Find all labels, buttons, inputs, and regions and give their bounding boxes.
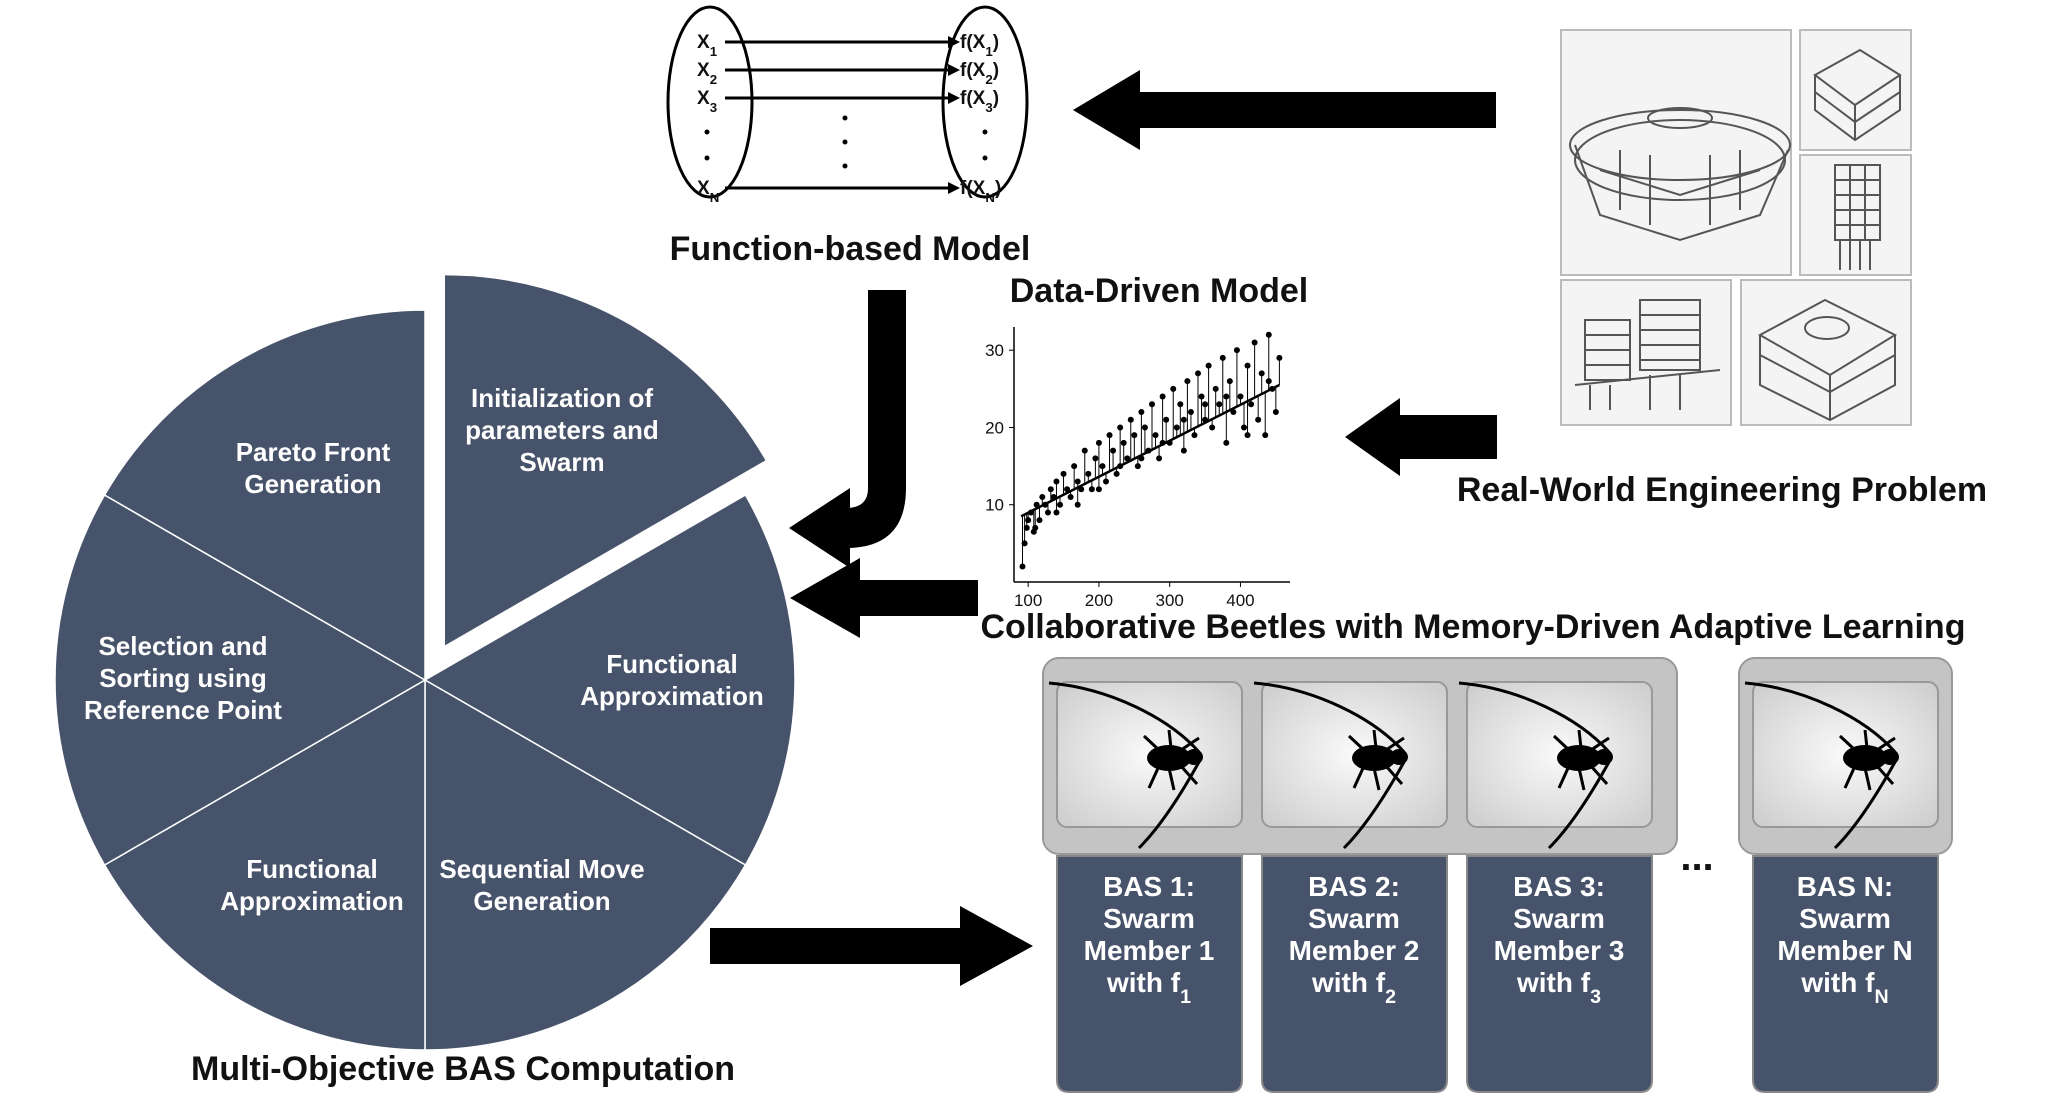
member-title: BAS 3:: [1513, 871, 1605, 902]
segment-label: Selection and: [98, 631, 268, 661]
data-point: [1167, 440, 1173, 446]
input-label: $X_1$: [697, 32, 718, 59]
data-point: [1075, 479, 1081, 485]
collaborative-beetles: [981, 608, 1966, 1092]
data-point: [1121, 440, 1127, 446]
segment-label: Generation: [244, 469, 382, 499]
data-point: [1237, 394, 1243, 400]
x-tick-label: 200: [1084, 591, 1114, 610]
segment-label: Functional: [606, 649, 738, 679]
output-label: $f(X_1)$: [960, 32, 1000, 59]
data-point: [1082, 448, 1088, 454]
bas-process-pie: [55, 275, 795, 1088]
data-point: [1153, 432, 1159, 438]
arrow-realworld-to-data: [1345, 398, 1497, 476]
mapping-arrowhead: [948, 64, 960, 76]
output-label: $f(X_3)$: [960, 88, 1000, 115]
data-point: [1085, 471, 1091, 477]
data-point: [1223, 440, 1229, 446]
data-point: [1202, 401, 1208, 407]
data-point: [1174, 424, 1180, 430]
data-point: [1099, 463, 1105, 469]
collaborative-caption: Collaborative Beetles with Memory-Driven Adaptive Learning: [980, 608, 1966, 646]
member-title: BAS 2:: [1308, 871, 1400, 902]
real-world-caption: Real-World Engineering Problem: [1456, 471, 1988, 509]
member-objective: with $f_1$: [1107, 967, 1191, 1008]
data-point: [1138, 455, 1144, 461]
data-point: [1245, 432, 1251, 438]
data-point: [1022, 540, 1028, 546]
data-point: [1124, 455, 1130, 461]
segment-label: Approximation: [580, 681, 764, 711]
y-tick-label: 10: [985, 495, 1004, 515]
data-point: [1209, 424, 1215, 430]
data-point: [1045, 509, 1051, 515]
data-point: [1036, 517, 1042, 523]
ellipsis-text: ...: [1680, 835, 1714, 879]
data-point: [1071, 463, 1077, 469]
x-tick-label: 300: [1155, 591, 1184, 610]
data-point: [1039, 494, 1045, 500]
segment-label: Swarm: [519, 447, 605, 477]
data-point: [1092, 455, 1098, 461]
data-point: [1248, 401, 1254, 407]
data-point: [1156, 455, 1162, 461]
input-label: $X_3$: [697, 88, 718, 115]
data-point: [1110, 448, 1116, 454]
data-point: [1206, 363, 1212, 369]
member-line: Member N: [1777, 935, 1913, 966]
data-point: [1241, 424, 1247, 430]
input-label: $X_N$: [697, 178, 720, 205]
real-world-problem: [1457, 30, 1987, 509]
data-point: [1064, 486, 1070, 492]
data-point: [1053, 509, 1059, 515]
data-point: [1024, 525, 1030, 531]
data-point: [1163, 417, 1169, 423]
member-objective: with $f_3$: [1517, 967, 1601, 1008]
data-point: [1199, 394, 1205, 400]
data-point: [1269, 386, 1275, 392]
data-point: [1230, 409, 1236, 415]
data-point: [1089, 486, 1095, 492]
segment-label: parameters and: [465, 415, 659, 445]
data-point: [1255, 417, 1261, 423]
data-point: [1276, 355, 1282, 361]
data-point: [1184, 378, 1190, 384]
data-point: [1216, 401, 1222, 407]
function-model-caption: Function-based Model: [669, 230, 1031, 268]
data-driven-model: [985, 272, 1308, 610]
member-objective: with $f_2$: [1312, 967, 1396, 1008]
data-point: [1177, 401, 1183, 407]
member-line: Swarm: [1308, 903, 1400, 934]
member-line: Swarm: [1513, 903, 1605, 934]
input-label: $X_2$: [697, 60, 718, 87]
data-point: [1061, 471, 1067, 477]
arrow-realworld-to-function: [1073, 70, 1496, 150]
data-point: [1234, 347, 1240, 353]
arrow-data-to-pie: [790, 558, 978, 638]
data-model-caption: Data-Driven Model: [1009, 272, 1309, 310]
data-point: [1048, 486, 1054, 492]
data-point: [1181, 448, 1187, 454]
data-point: [1266, 332, 1272, 338]
arrow-pie-to-beetles: [710, 906, 1033, 986]
segment-label: Initialization of: [471, 383, 653, 413]
data-point: [1042, 502, 1048, 508]
building-collage: [1561, 30, 1911, 425]
data-point: [1160, 394, 1166, 400]
data-point: [1034, 502, 1040, 508]
data-point: [1138, 409, 1144, 415]
data-point: [1028, 509, 1034, 515]
data-point: [1170, 386, 1176, 392]
data-point: [1103, 479, 1109, 485]
member-line: Member 3: [1493, 935, 1625, 966]
data-point: [1160, 440, 1166, 446]
data-point: [1195, 370, 1201, 376]
x-tick-label: 400: [1226, 591, 1255, 610]
data-point: [1135, 463, 1141, 469]
segment-label: Pareto Front: [235, 437, 391, 467]
member-line: Swarm: [1103, 903, 1195, 934]
data-point: [1227, 378, 1233, 384]
data-point: [1117, 463, 1123, 469]
member-objective: with $f_N$: [1801, 967, 1889, 1008]
data-point: [1078, 486, 1084, 492]
member-line: Swarm: [1799, 903, 1891, 934]
member-line: Member 2: [1288, 935, 1420, 966]
data-point: [1259, 370, 1265, 376]
member-title: BAS 1:: [1103, 871, 1195, 902]
data-point: [1051, 494, 1057, 500]
data-point: [1107, 432, 1113, 438]
bas-computation-caption: Multi-Objective BAS Computation: [191, 1050, 735, 1088]
data-point: [1262, 432, 1268, 438]
mapping-arrowhead: [948, 92, 960, 104]
data-point: [1266, 378, 1272, 384]
segment-label: Sorting using: [99, 663, 267, 693]
data-point: [1145, 448, 1151, 454]
member-line: Member 1: [1083, 935, 1215, 966]
data-point: [1213, 386, 1219, 392]
data-point: [1128, 417, 1134, 423]
member-title: BAS N:: [1796, 871, 1894, 902]
data-point: [1131, 432, 1137, 438]
data-point: [1202, 417, 1208, 423]
data-point: [1117, 424, 1123, 430]
mapping-arrowhead: [948, 182, 960, 194]
y-tick-label: 30: [985, 341, 1004, 361]
data-point: [1096, 440, 1102, 446]
segment-label: Reference Point: [84, 695, 282, 725]
data-point: [1032, 525, 1038, 531]
segment-label: Approximation: [220, 886, 404, 916]
data-point: [1252, 339, 1258, 345]
segment-label: Generation: [473, 886, 611, 916]
data-point: [1075, 502, 1081, 508]
scatter-chart: [985, 327, 1290, 610]
x-tick-label: 100: [1013, 591, 1043, 610]
segment-label: Functional: [246, 854, 378, 884]
y-tick-label: 20: [985, 418, 1004, 438]
data-point: [1273, 409, 1279, 415]
data-point: [1019, 564, 1025, 570]
output-label: $f(X_N)$: [960, 178, 1002, 205]
data-point: [1220, 355, 1226, 361]
output-label: $f(X_2)$: [960, 60, 1000, 87]
data-point: [1223, 394, 1229, 400]
data-point: [1245, 363, 1251, 369]
function-based-model: [668, 7, 1030, 268]
data-point: [1191, 432, 1197, 438]
data-point: [1068, 494, 1074, 500]
data-point: [1142, 424, 1148, 430]
data-point: [1057, 502, 1063, 508]
data-point: [1096, 486, 1102, 492]
data-point: [1188, 409, 1194, 415]
data-point: [1025, 517, 1031, 523]
data-point: [1149, 401, 1155, 407]
data-point: [1114, 471, 1120, 477]
data-point: [1181, 417, 1187, 423]
data-point: [1053, 479, 1059, 485]
segment-label: Sequential Move: [439, 854, 645, 884]
